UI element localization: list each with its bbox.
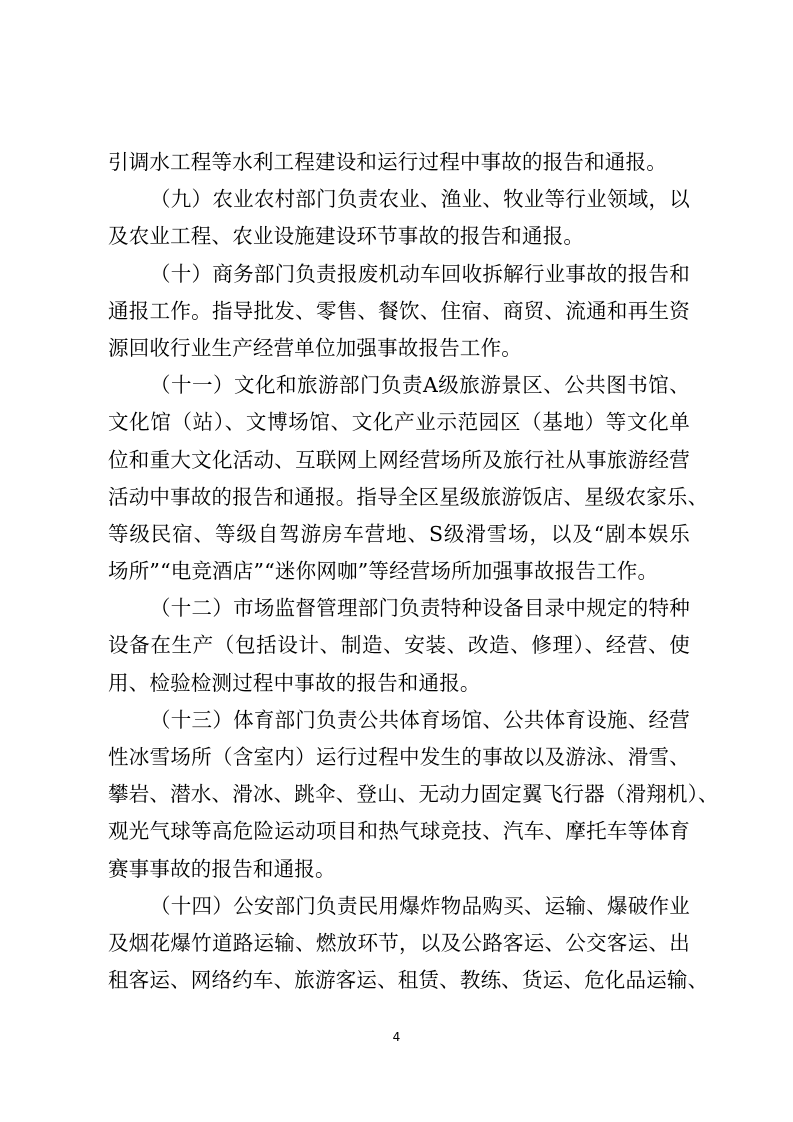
text-line: （十一）文化和旅游部门负责A级旅游景区、公共图书馆、 bbox=[150, 373, 690, 398]
text-line: 等级民宿、等级自驾游房车营地、S级滑雪场，以及“剧本娱乐 bbox=[108, 521, 690, 546]
text-line: 设备在生产（包括设计、制造、安装、改造、修理）、经营、使 bbox=[108, 633, 690, 658]
text-line: （十）商务部门负责报废机动车回收拆解行业事故的报告和 bbox=[150, 261, 690, 286]
text-line: 性冰雪场所（含室内）运行过程中发生的事故以及游泳、滑雪、 bbox=[108, 745, 690, 769]
text-line: 活动中事故的报告和通报。指导全区星级旅游饭店、星级农家乐、 bbox=[108, 484, 709, 509]
text-line: 文化馆（站）、文博场馆、文化产业示范园区（基地）等文化单 bbox=[108, 410, 690, 435]
text-line: 通报工作。指导批发、零售、餐饮、住宿、商贸、流通和再生资 bbox=[108, 298, 690, 323]
text-line: （九）农业农村部门负责农业、渔业、牧业等行业领域，以 bbox=[150, 187, 690, 212]
text-line: （十四）公安部门负责民用爆炸物品购买、运输、爆破作业 bbox=[150, 893, 690, 918]
text-line: 及烟花爆竹道路运输、燃放环节，以及公路客运、公交客运、出 bbox=[108, 930, 690, 955]
text-line: （十三）体育部门负责公共体育场馆、公共体育设施、经营 bbox=[150, 707, 690, 732]
text-line: 观光气球等高危险运动项目和热气球竞技、汽车、摩托车等体育 bbox=[108, 819, 690, 844]
text-line: 场所”“电竞酒店”“迷你网咖”等经营场所加强事故报告工作。 bbox=[108, 559, 659, 584]
text-line: 源回收行业生产经营单位加强事故报告工作。 bbox=[108, 335, 522, 360]
text-line: 攀岩、潜水、滑冰、跳伞、登山、无动力固定翼飞行器（滑翔机）、 bbox=[108, 782, 719, 807]
text-line: （十二）市场监督管理部门负责特种设备目录中规定的特种 bbox=[150, 596, 690, 621]
page-number: 4 bbox=[392, 1030, 401, 1044]
text-line: 引调水工程等水利工程建设和运行过程中事故的报告和通报。 bbox=[108, 150, 667, 174]
text-line: 及农业工程、农业设施建设环节事故的报告和通报。 bbox=[108, 224, 585, 249]
text-line: 租客运、网络约车、旅游客运、租赁、教练、货运、危化品运输、 bbox=[108, 968, 709, 993]
text-line: 赛事事故的报告和通报。 bbox=[108, 856, 336, 881]
body-text bbox=[108, 144, 719, 999]
text-line: 用、检验检测过程中事故的报告和通报。 bbox=[108, 670, 481, 695]
text-line: 位和重大文化活动、互联网上网经营场所及旅行社从事旅游经营 bbox=[108, 447, 690, 472]
